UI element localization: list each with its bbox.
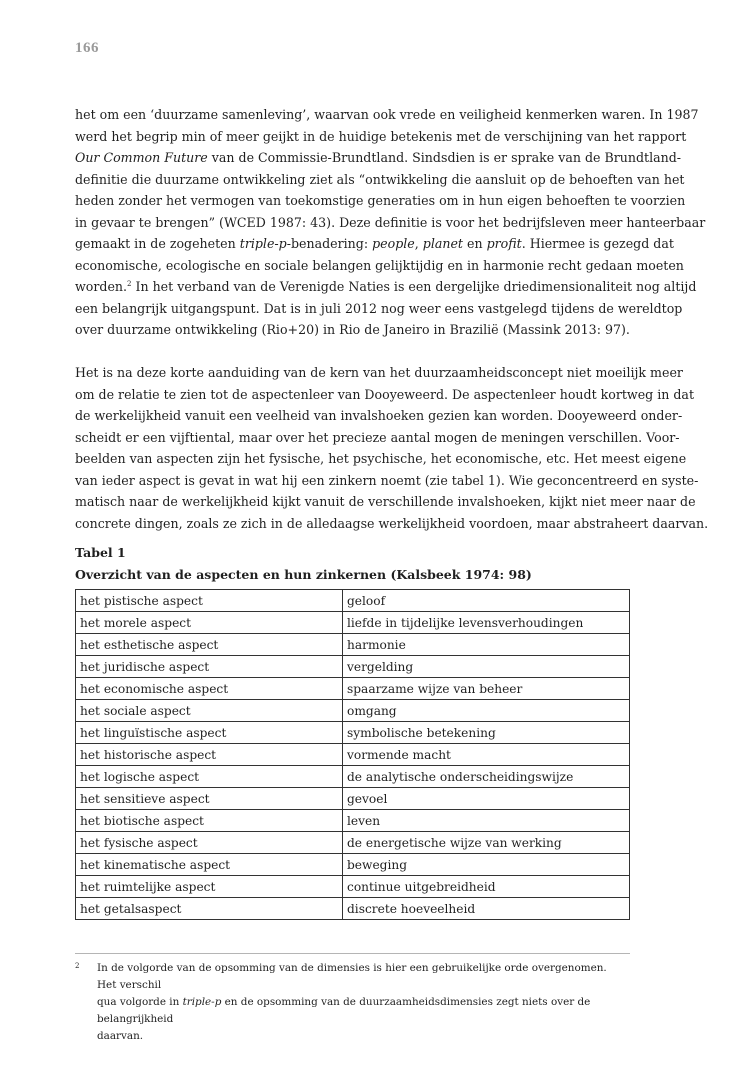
footnote [75,960,629,1045]
paragraph-1-line: economische, ecologische en sociale belangen gelijktijdig en in harmonie recht gedaan moeten [75,257,684,273]
kern-cell: continue uitgebreidheid [343,876,630,898]
kern-cell: liefde in tijdelijke levensverhoudingen [343,612,630,634]
table-row [76,612,630,634]
kern-cell: symbolische betekening [343,722,630,744]
aspects-table [75,589,630,920]
aspect-cell: het pistische aspect [76,590,343,612]
paragraph-1-line: het om een ‘duurzame samenleving’, waarvan ook vrede en veiligheid kenmerken waren. In 1987 [75,107,699,122]
paragraph-1-line: heden zonder het vermogen van toekomstige generaties om in hun eigen behoeften te voorzien [75,193,686,208]
table-row [76,722,630,744]
table-caption [75,542,629,586]
aspect-cell: het ruimtelijke aspect [76,876,343,898]
aspect-cell: het esthetische aspect [76,634,343,656]
kern-cell: geloof [343,590,630,612]
table-row [76,810,630,832]
paragraph-2-line: de werkelijkheid vanuit een veelheid van invalshoeken gezien kan worden. Dooyeweerd onder- [75,408,683,423]
table-label: Tabel 1 [75,545,126,560]
paragraph-2-line: van ieder aspect is gevat in wat hij een zinkern noemt (zie tabel 1). Wie geconcentreerd en syste- [75,472,699,488]
kern-cell: harmonie [343,634,630,656]
table-row [76,832,630,854]
table-row [76,854,630,876]
table-row [76,876,630,898]
footnote-line: daarvan. [97,1030,144,1042]
paragraph-1-line: over duurzame ontwikkeling (Rio+20) in Rio de Janeiro in Brazilië (Massink 2013: 97). [75,322,630,337]
table-row [76,700,630,722]
paragraph-2-line: matisch naar de werkelijkheid kijkt vanuit de verschillende invalshoeken, kijkt niet meer naar de [75,494,696,509]
table-row [76,590,630,612]
aspect-cell: het getalsaspect [76,898,343,920]
kern-cell: leven [343,810,630,832]
table-row [76,744,630,766]
footnote-number: 2 [75,962,80,970]
aspect-cell: het economische aspect [76,678,343,700]
paragraph-2-line: scheidt er een vijftiental, maar over het precieze aantal mogen de meningen verschillen. Voor- [75,429,680,445]
footnote-line: In de volgorde van de opsomming van de dimensies is hier een gebruikelijke orde overgenomen. Het verschil [97,962,607,991]
aspect-cell: het sensitieve aspect [76,788,343,810]
aspect-cell: het linguïstische aspect [76,722,343,744]
table-title: Overzicht van de aspecten en hun zinkernen (Kalsbeek 1974: 98) [75,567,532,582]
aspect-cell: het historische aspect [76,744,343,766]
paragraph-2-line: om de relatie te zien tot de aspectenleer van Dooyeweerd. De aspectenleer houdt kortweg in dat [75,386,694,402]
footnote-divider [75,953,630,954]
page-number: 166 [75,40,99,56]
table-row [76,766,630,788]
kern-cell: vormende macht [343,744,630,766]
footnote-line: qua volgorde in triple-p en de opsomming van de duurzaamheidsdimensies zegt niets over de belangrijkheid [97,996,591,1025]
kern-cell: beweging [343,854,630,876]
kern-cell: omgang [343,700,630,722]
paragraph-1-line: definitie die duurzame ontwikkeling ziet als “ontwikkeling die aansluit op de behoeften van het [75,171,685,187]
table-row [76,898,630,920]
aspect-cell: het juridische aspect [76,656,343,678]
kern-cell: de energetische wijze van werking [343,832,630,854]
kern-cell: discrete hoeveelheid [343,898,630,920]
aspect-cell: het kinematische aspect [76,854,343,876]
aspect-cell: het fysische aspect [76,832,343,854]
table-row [76,788,630,810]
paragraph-2-line: concrete dingen, zoals ze zich in de alledaagse werkelijkheid voordoen, maar abstraheert daarvan. [75,515,709,531]
paragraph-2-line: beelden van aspecten zijn het fysische, het psychische, het economische, etc. Het meest eigene [75,451,687,466]
paragraph-1-line: werd het begrip min of meer geijkt in de huidige betekenis met de verschijning van het rapport [75,128,687,144]
report-title: Our Common Future [75,150,208,165]
kern-cell: de analytische onderscheidingswijze [343,766,630,788]
body-text [75,104,709,534]
footnote-reference[interactable]: 2 [127,280,132,288]
kern-cell: vergelding [343,656,630,678]
aspect-cell: het morele aspect [76,612,343,634]
table-row [76,656,630,678]
paragraph-1-line: worden.$^2$ In het verband van de Verenigde Naties is een dergelijke driedimensionaliteit nog altijd [75,279,697,294]
aspect-cell: het sociale aspect [76,700,343,722]
paragraph-1-line: gemaakt in de zogeheten triple-p-benadering: people, planet en profit. Hiermee is gezegd dat [75,236,674,251]
paragraph-1-line: een belangrijk uitgangspunt. Dat is in juli 2012 nog weer eens vastgelegd tijdens de wereldtop [75,300,683,316]
kern-cell: gevoel [343,788,630,810]
aspect-cell: het biotische aspect [76,810,343,832]
paragraph-1-line: Our Common Future van de Commissie-Brundtland. Sindsdien is er sprake van de Brundtland- [75,150,682,165]
paragraph-2-line: Het is na deze korte aanduiding van de kern van het duurzaamheidsconcept niet moeilijk meer [75,365,683,380]
table-row [76,678,630,700]
table-row [76,634,630,656]
aspect-cell: het logische aspect [76,766,343,788]
paragraph-1-line: in gevaar te brengen” (WCED 1987: 43). Deze definitie is voor het bedrijfsleven meer hanteerbaar [75,214,706,230]
kern-cell: spaarzame wijze van beheer [343,678,630,700]
